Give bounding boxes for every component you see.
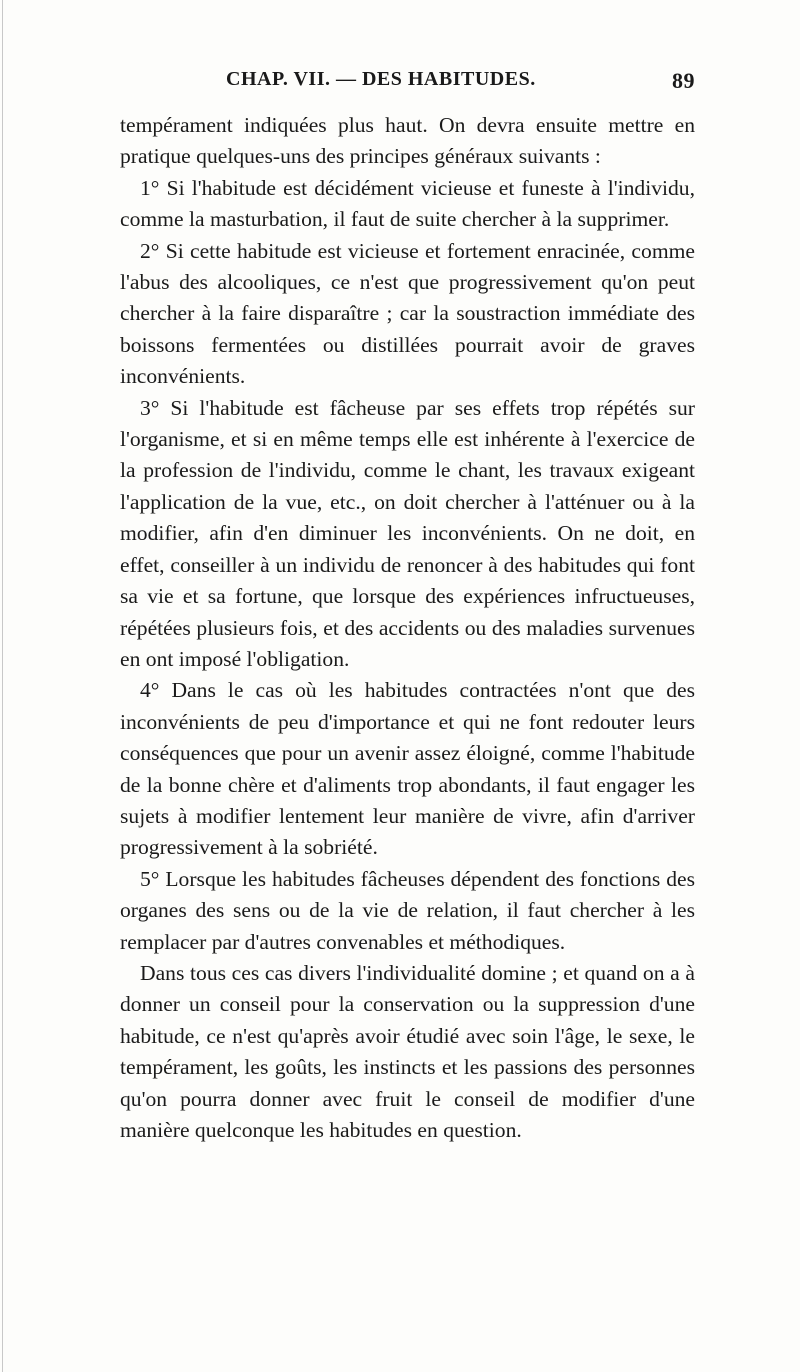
running-title: CHAP. VII. — DES HABITUDES. <box>226 68 536 90</box>
paragraph-rule-4: 4° Dans le cas où les habitudes contractées n'ont que des inconvénients de peu d'importance et qui ne font redouter leurs conséquences que pour un avenir assez éloigné, comme l'habitude de la bonne chère et d'aliments trop abondants, il faut engager les sujets à modifier lentement leur manière de vivre, afin d'arriver progressivement à la sobriété. <box>120 678 695 860</box>
paragraph-conclusion: Dans tous ces cas divers l'individualité domine ; et quand on a à donner un conseil pour la conservation ou la suppression d'une habitude, ce n'est qu'après avoir étudié avec soin l'âge, le sexe, le tempérament, les goûts, les instincts et les passions des personnes qu'on pourra donner avec fruit le conseil de modifier d'une manière quelconque les habitudes en question. <box>120 960 695 1142</box>
paragraph-rule-1: 1° Si l'habitude est décidément vicieuse et funeste à l'individu, comme la masturbation, il faut de suite chercher à la supprimer. <box>120 175 695 232</box>
page-edge-shadow <box>2 0 3 1372</box>
page-number: 89 <box>672 68 695 93</box>
running-header <box>120 68 695 98</box>
paragraph-rule-5: 5° Lorsque les habitudes fâcheuses dépendent des fonctions des organes des sens ou de la vie de relation, il faut chercher à les remplacer par d'autres convenables et méthodiques. <box>120 866 695 954</box>
paragraph-continuation: tempérament indiquées plus haut. On devra ensuite mettre en pratique quelques-uns des principes généraux suivants : <box>120 113 695 169</box>
body-text <box>120 110 695 1146</box>
paragraph-rule-3: 3° Si l'habitude est fâcheuse par ses effets trop répétés sur l'organisme, et si en même temps elle est inhérente à l'exercice de la profession de l'individu, comme le chant, les travaux exigeant l'application de la vue, etc., on doit chercher à l'atténuer ou à la modifier, afin d'en diminuer les inconvénients. On ne doit, en effet, conseiller à un individu de renoncer à des habitudes qui font sa vie et sa fortune, que lorsque des expériences infructueuses, répétées plusieurs fois, et des accidents ou des maladies survenues en ont imposé l'obligation. <box>120 395 695 671</box>
paragraph-rule-2: 2° Si cette habitude est vicieuse et fortement enracinée, comme l'abus des alcooliques, ce n'est que progressivement qu'on peut chercher à la faire disparaître ; car la soustraction immédiate des boissons fermentées ou distillées pourrait avoir de graves inconvénients. <box>120 238 695 389</box>
